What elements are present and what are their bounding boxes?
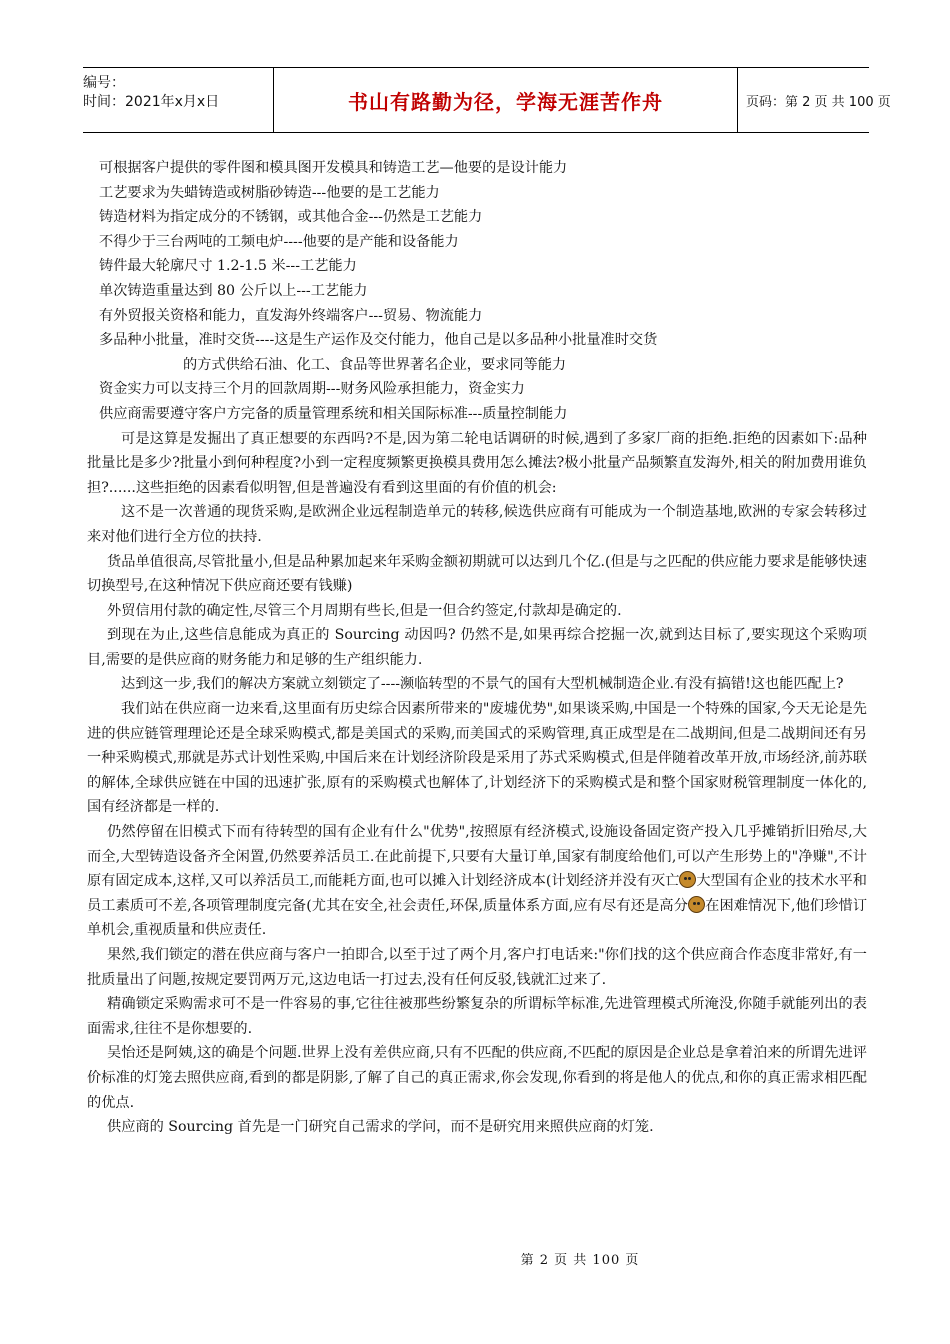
page-footer [0,1249,950,1268]
list-line: 单次铸造重量达到 80 公斤以上---工艺能力 [99,282,368,299]
paragraph: 我们站在供应商一边来看,这里面有历史综合因素所带来的"废墟优势",如果谈采购,中国是一个特殊的国家,今天无论是先进的供应链管理理论还是全球采购模式,都是美国式的采购,而美国式的采购管理,真正成型是在二战期间,但是二战期间还有另一种采购模式,那就是苏式计划性采购,中国后来在计划经济阶段是采用了苏式采购模式,但是伴随着改革开放,市场经济,前苏联的解体,全球供应链在中国的迅速扩张,原有的采购模式也解体了,计划经济下的采购模式是和整个国家财税管理制度一体化的,国有经济都是一样的. [87,701,867,816]
list-line: 工艺要求为失蜡铸造或树脂砂铸造---他要的是工艺能力 [99,184,440,201]
paragraph: 到现在为止,这些信息能成为真正的 Sourcing 动因吗? 仍然不是,如果再综合挖掘一次,就到达目标了,要实现这个采购项目,需要的是供应商的财务能力和足够的生产组织能力. [87,627,867,668]
paragraph: 可是这算是发掘出了真正想要的东西吗?不是,因为第二轮电话调研的时候,遇到了多家厂商的拒绝.拒绝的因素如下:品种批量比是多少?批量小到何种程度?小到一定程度频繁更换模具费用怎么摊法?极小批量产品频繁直发海外,相关的附加费用谁负担?......这些拒绝的因素看似明智,但是普遍没有看到这里面的有价值的机会: [87,430,867,496]
header-motto: 书山有路勤为径，学海无涯苦作舟 [348,89,663,114]
paragraph-text: 仍然停留在旧模式下而有待转型的国有企业有什么"优势",按照原有经济模式,设施设备固定资产投入几乎摊销折旧殆尽,大而全,大型铸造设备齐全闲置,仍然要养活员工.在此前提下,只要有大量订单,国家有制度给他们,可以产生形势上的"净赚",不计原有固定成本,这样,又可以养活员工,而能耗方面,也可以摊入计划经济成本(计划经济并没有灭亡 [87,824,867,890]
paragraph [87,820,867,943]
smiley-face-icon [679,871,696,888]
header-motto-cell [273,68,738,132]
smiley-face-icon [688,896,705,913]
list-line: 的方式供给石油、化工、食品等世界著名企业，要求同等能力 [183,356,567,373]
page-header [83,67,891,133]
list-line: 铸件最大轮廓尺寸 1.2-1.5 米---工艺能力 [99,258,357,275]
document-body [87,156,867,1140]
paragraph: 这不是一次普通的现货采购,是欧洲企业远程制造单元的转移,候选供应商有可能成为一个制造基地,欧洲的专家会转移过来对他们进行全方位的扶持. [87,504,867,545]
list-line: 铸造材料为指定成分的不锈钢，或其他合金---仍然是工艺能力 [99,209,483,226]
paragraph: 吴怡还是阿姨,这的确是个问题.世界上没有差供应商,只有不匹配的供应商,不匹配的原因是企业总是拿着泊来的所谓先进评价标准的灯笼去照供应商,看到的都是阴影,了解了自己的真正需求,你会发现,你看到的将是他人的优点,和你的真正需求相匹配的优点. [87,1045,867,1111]
paragraph: 果然,我们锁定的潜在供应商与客户一拍即合,以至于过了两个月,客户打电话来:"你们找的这个供应商合作态度非常好,有一批质量出了问题,按规定要罚两万元,这边电话一打过去,没有任何反驳,钱就汇过来了. [87,947,867,988]
list-line: 多品种小批量，准时交货----这是生产运作及交付能力，他自己是以多品种小批量准时交货 [99,332,658,349]
list-line: 不得少于三台两吨的工频电炉----他要的是产能和设备能力 [99,233,459,250]
footer-page-number: 第 2 页 共 100 页 [520,1253,640,1268]
paragraph: 达到这一步,我们的解决方案就立刻锁定了----濒临转型的不景气的国有大型机械制造企业.有没有搞错!这也能匹配上? [121,676,844,693]
list-line: 可根据客户提供的零件图和模具图开发模具和铸造工艺—他要的是设计能力 [99,160,568,176]
header-page-number: 页码：第 2 页 共 100 页 [746,94,891,110]
paragraph-text: 在困难情况下,他们珍惜订单机会,重视质量和供应责任. [87,897,868,939]
time-label: 时间：2021年x月x日 [83,94,220,110]
paragraph: 外贸信用付款的确定性,尽管三个月周期有些长,但是一但合约签定,付款却是确定的. [107,602,622,619]
paragraph-text: 大型国有企业的技术水平和员工素质可不差,各项管理制度完备(尤其在安全,社会责任,环保,质量体系方面,应有尽有还是高分 [87,873,867,914]
paragraph: 供应商的 Sourcing 首先是一门研究自己需求的学问，而不是研究用来照供应商的灯笼. [107,1119,654,1136]
list-line: 供应商需要遵守客户方完备的质量管理系统和相关国际标准---质量控制能力 [99,405,568,422]
header-meta [83,68,273,132]
paragraph: 货品单值很高,尽管批量小,但是品种累加起来年采购金额初期就可以达到几个亿.(但是与之匹配的供应能力要求是能够快速切换型号,在这种情况下供应商还要有钱赚) [87,553,867,595]
list-line: 资金实力可以支持三个月的回款周期---财务风险承担能力，资金实力 [99,381,525,398]
list-line: 有外贸报关资格和能力，直发海外终端客户---贸易、物流能力 [99,307,483,324]
serial-label: 编号： [83,75,125,91]
paragraph: 精确锁定采购需求可不是一件容易的事,它往往被那些纷繁复杂的所谓标竿标准,先进管理模式所淹没,你随手就能列出的表面需求,往往不是你想要的. [87,996,867,1037]
